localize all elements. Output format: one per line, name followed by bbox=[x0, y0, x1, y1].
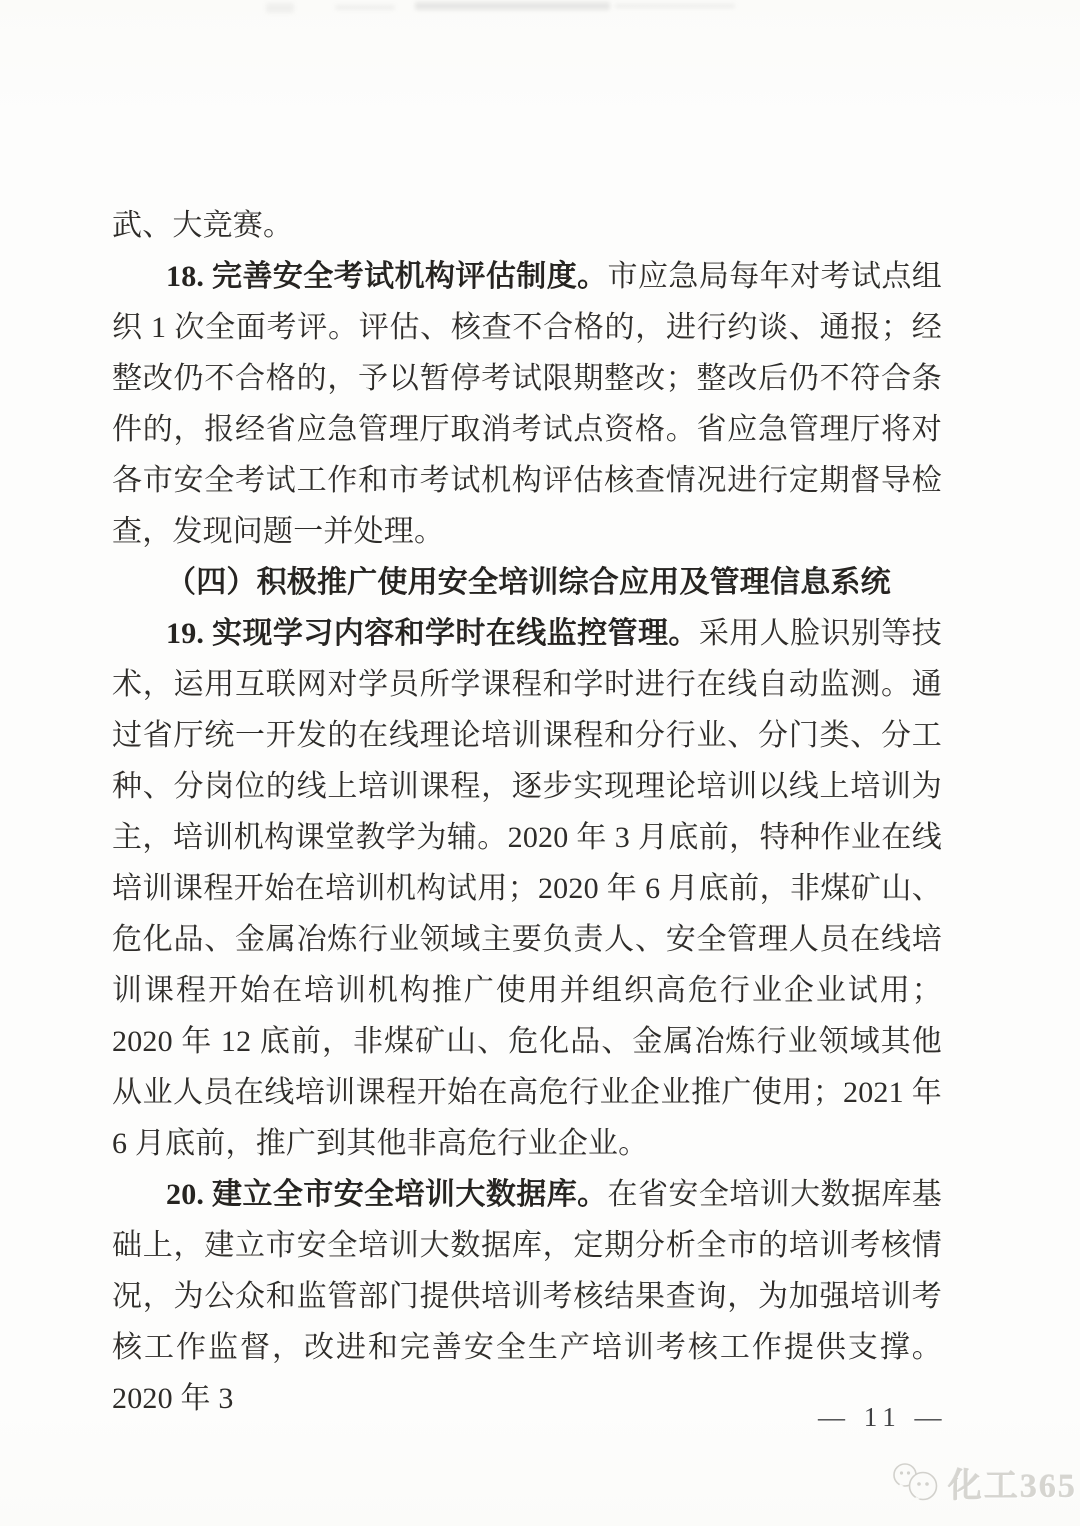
page-number: — 11 — bbox=[818, 1402, 948, 1432]
paragraph bbox=[112, 557, 942, 608]
scan-artifact bbox=[335, 5, 395, 10]
watermark bbox=[890, 1458, 1077, 1507]
document-text-body bbox=[112, 200, 942, 1424]
paragraph bbox=[112, 608, 942, 1169]
heading-run: 20. 建立全市安全培训大数据库。 bbox=[166, 1178, 608, 1211]
scan-artifact bbox=[415, 2, 610, 10]
paragraph bbox=[112, 1169, 942, 1424]
body-text-run: 在省安全培训大数据库基础上，建立市安全培训大数据库，定期分析全市的培训考核情况，为公众和监管部门提供培训考核结果查询，为加强培训考核工作监督，改进和完善安全生产培训考核工作提供支撑。2020 年 3 bbox=[112, 1178, 942, 1415]
page-footer bbox=[818, 1402, 948, 1433]
heading-run: 19. 实现学习内容和学时在线监控管理。 bbox=[166, 617, 699, 650]
scan-artifact bbox=[266, 3, 294, 13]
wechat-logo-icon bbox=[890, 1462, 942, 1504]
paragraph bbox=[112, 200, 942, 251]
body-text-run: 武、大竞赛。 bbox=[112, 209, 294, 242]
heading-run: 18. 完善安全考试机构评估制度。 bbox=[166, 260, 608, 293]
heading-run: （四）积极推广使用安全培训综合应用及管理信息系统 bbox=[166, 566, 891, 599]
watermark-label: 化工365 bbox=[948, 1468, 1077, 1505]
paragraph bbox=[112, 251, 942, 557]
body-text-run: 采用人脸识别等技术，运用互联网对学员所学课程和学时进行在线自动监测。通过省厅统一开发的在线理论培训课程和分行业、分门类、分工种、分岗位的线上培训课程，逐步实现理论培训以线上培训为主，培训机构课堂教学为辅。2020 年 3 月底前，特种作业在线培训课程开始在培训机构试用；2020 年 6 月底前，非煤矿山、危化品、金属冶炼行业领域主要负责人、安全管理人员在线培训课程开始在培训机构推广使用并组织高危行业企业试用；2020 年 12 底前，非煤矿山、危化品、金属冶炼行业领域其他从业人员在线培训课程开始在高危行业企业推广使用；2021 年 6 月底前，推广到其他非高危行业企业。 bbox=[112, 617, 943, 1160]
scan-artifact bbox=[615, 4, 735, 8]
body-text-run: 市应急局每年对考试点组织 1 次全面考评。评估、核查不合格的，进行约谈、通报；经整改仍不合格的，予以暂停考试限期整改；整改后仍不符合条件的，报经省应急管理厅取消考试点资格。省应急管理厅将对各市安全考试工作和市考试机构评估核查情况进行定期督导检查，发现问题一并处理。 bbox=[112, 260, 942, 548]
